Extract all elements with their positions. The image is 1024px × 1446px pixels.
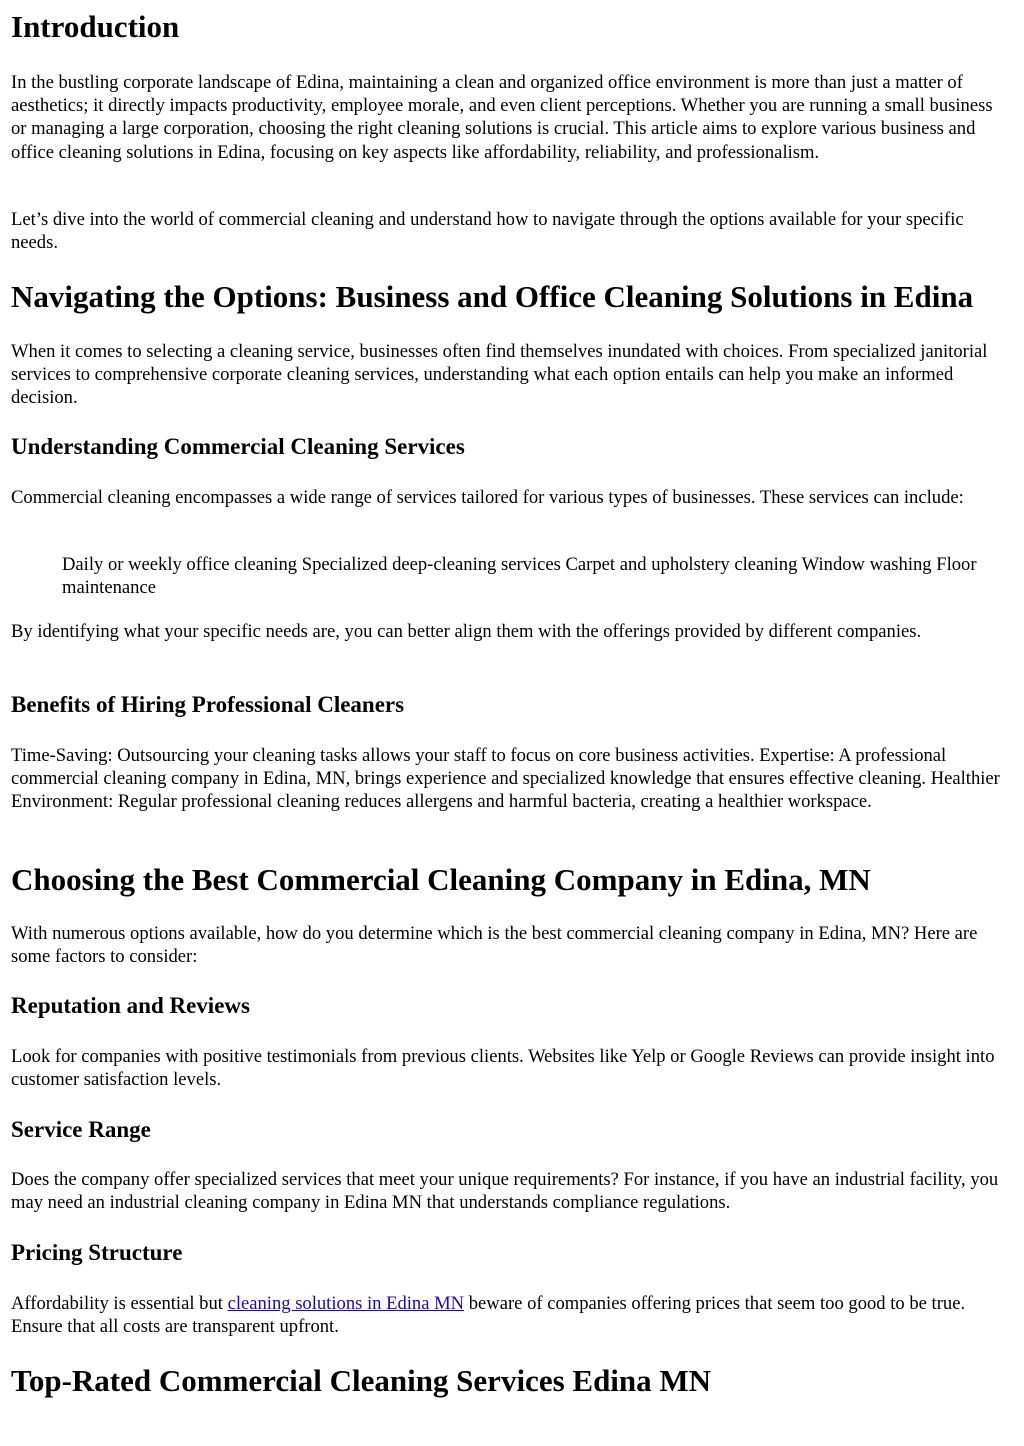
cleaning-solutions-link[interactable]: cleaning solutions in Edina MN — [227, 1293, 465, 1314]
navigating-options-heading: Navigating the Options: Business and Office Cleaning Solutions in Edina — [11, 279, 974, 314]
choosing-company-paragraph: With numerous options available, how do you determine which is the best commercial cleaning company in Edina, MN? Here are some factors to consider: — [11, 923, 978, 968]
pricing-text-after-link: beware of companies offering prices that seem too good to be true. Ensure that all costs are transparent upfront. — [11, 1293, 966, 1338]
intro-paragraph-2: Let’s dive into the world of commercial cleaning and understand how to navigate through the options available for your specific needs. — [11, 209, 964, 254]
top-rated-heading: Top-Rated Commercial Cleaning Services Edina MN — [11, 1363, 712, 1398]
understanding-services-heading: Understanding Commercial Cleaning Services — [11, 434, 465, 459]
service-range-heading: Service Range — [11, 1117, 151, 1142]
services-list-blockquote: Daily or weekly office cleaning Specialized deep-cleaning services Carpet and upholstery cleaning Window washing Floor maintenance — [62, 554, 977, 599]
benefits-paragraph: Time-Saving: Outsourcing your cleaning tasks allows your staff to focus on core business activities. Expertise: A professional commercial cleaning company in Edina, MN, brings experience and specialized knowledge that ensures effective cleaning. Healthier Environment: Regular professional cleaning reduces allergens and harmful bacteria, creating a healthier workspace. — [11, 745, 1000, 813]
pricing-text-before-link: Affordability is essential but — [11, 1293, 228, 1314]
choosing-company-heading: Choosing the Best Commercial Cleaning Company in Edina, MN — [11, 862, 871, 897]
pricing-paragraph — [11, 1292, 1011, 1338]
reputation-paragraph: Look for companies with positive testimonials from previous clients. Websites like Yelp or Google Reviews can provide insight into customer satisfaction levels. — [11, 1046, 995, 1091]
understanding-services-paragraph-2: By identifying what your specific needs are, you can better align them with the offerings provided by different companies. — [11, 621, 922, 642]
benefits-heading: Benefits of Hiring Professional Cleaners — [11, 692, 405, 717]
reputation-heading: Reputation and Reviews — [11, 993, 250, 1018]
service-range-paragraph: Does the company offer specialized services that meet your unique requirements? For instance, if you have an industrial facility, you may need an industrial cleaning company in Edina MN that understands compliance regulations. — [11, 1169, 999, 1214]
navigating-options-paragraph: When it comes to selecting a cleaning service, businesses often find themselves inundated with choices. From specialized janitorial services to comprehensive corporate cleaning services, understanding what each option entails can help you make an informed decision. — [11, 341, 988, 409]
pricing-heading: Pricing Structure — [11, 1240, 183, 1265]
intro-paragraph-1: In the bustling corporate landscape of Edina, maintaining a clean and organized office environment is more than just a matter of aesthetics; it directly impacts productivity, employee morale, and even client perceptions. Whether you are running a small business or managing a large corporation, choosing the right cleaning solutions is crucial. This article aims to explore various business and office cleaning solutions in Edina, focusing on key aspects like affordability, reliability, and professionalism. — [11, 72, 993, 163]
understanding-services-paragraph-1: Commercial cleaning encompasses a wide range of services tailored for various types of businesses. These services can include: — [11, 487, 964, 508]
intro-heading: Introduction — [11, 9, 180, 44]
